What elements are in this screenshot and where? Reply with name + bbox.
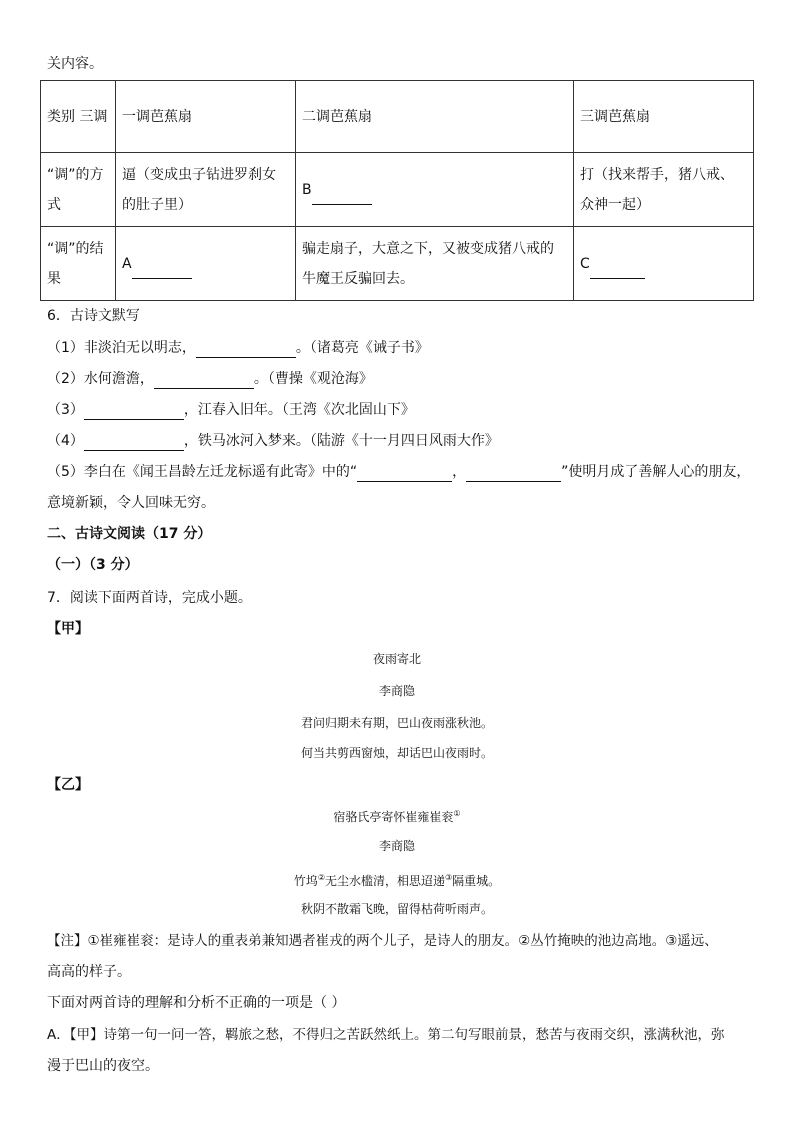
- q6-item-3: [47, 400, 415, 420]
- header-category: 类别 三调: [41, 81, 116, 153]
- blank-b[interactable]: [312, 188, 372, 205]
- tiao-bajiaoshan-table: [40, 80, 754, 301]
- header-third: 三调芭蕉扇: [574, 81, 754, 153]
- poem-yi-line-1-c: 隔重城。: [452, 874, 501, 888]
- option-a-line-2[interactable]: 漫于巴山的夜空。: [47, 1058, 159, 1074]
- q6-item-4: [47, 431, 499, 451]
- table-header-row: [41, 81, 754, 153]
- q6-5-post: ”使明月成了善解人心的朋友，: [561, 464, 751, 480]
- table-row-method: [41, 153, 754, 227]
- q6-5-pre: （5）李白在《闻王昌龄左迁龙标遥有此寄》中的“: [47, 464, 358, 480]
- q6-5-blank-1[interactable]: [357, 465, 452, 482]
- q7-question: 下面对两首诗的理解和分析不正确的一项是（ ）: [47, 995, 346, 1011]
- q6-title: 6．古诗文默写: [47, 308, 140, 324]
- q6-4-blank[interactable]: [84, 434, 184, 451]
- q6-2-pre: （2）水何澹澹，: [47, 371, 154, 387]
- blank-a[interactable]: [132, 262, 192, 279]
- q6-item-5: [47, 462, 750, 482]
- poem-yi-label: 【乙】: [47, 777, 89, 793]
- q6-1-post: 。（诸葛亮《诫子书》: [295, 340, 429, 356]
- poem-yi-author: 李商隐: [378, 839, 415, 853]
- header-second: 二调芭蕉扇: [296, 81, 574, 153]
- q6-4-pre: （4）: [47, 433, 84, 449]
- notes-line-2: 高高的样子。: [47, 964, 131, 980]
- blank-a-label: A: [122, 255, 132, 272]
- result-second: 骗走扇子，大意之下，又被变成猪八戒的牛魔王反骗回去。: [296, 227, 574, 301]
- q6-item-1: [47, 338, 429, 358]
- poem-yi-line-1-b: 无尘水槛清，相思迢递: [324, 874, 445, 888]
- notes-line-1: 【注】①崔雍崔衮：是诗人的重表弟兼知遇者崔戎的两个儿子，是诗人的朋友。②丛竹掩映的池边高地。③遥远、: [47, 933, 718, 949]
- q6-1-blank[interactable]: [196, 341, 296, 358]
- method-second: [296, 153, 574, 227]
- q6-3-post: ，江春入旧年。（王湾《次北固山下》: [183, 402, 415, 418]
- poem-jia-author: 李商隐: [378, 684, 415, 698]
- note-marker-1: ①: [453, 809, 461, 818]
- q6-4-post: ，铁马冰河入梦来。（陆游《十一月四日风雨大作》: [183, 433, 499, 449]
- method-label: “调”的方式: [41, 153, 116, 227]
- intro-tail-text: 关内容。: [47, 56, 103, 72]
- method-first: 逼（变成虫子钻进罗刹女的肚子里）: [116, 153, 296, 227]
- blank-c-label: C: [580, 255, 590, 272]
- result-third: [574, 227, 754, 301]
- table-row-result: [41, 227, 754, 301]
- poem-jia-line-1: 君问归期未有期，巴山夜雨涨秋池。: [300, 716, 493, 730]
- poem-yi-title: [0, 806, 794, 825]
- poem-jia-line-2: 何当共剪西窗烛，却话巴山夜雨时。: [300, 746, 493, 760]
- q6-item-5-line2: 意境新颖，令人回味无穷。: [47, 495, 215, 511]
- note-marker-2: ②: [317, 873, 325, 882]
- q6-5-blank-2[interactable]: [466, 465, 561, 482]
- poem-jia-title: 夜雨寄北: [372, 652, 421, 666]
- note-marker-3: ③: [445, 873, 453, 882]
- section2-title: 二、古诗文阅读（17 分）: [47, 526, 212, 542]
- result-label: “调”的结果: [41, 227, 116, 301]
- section2-subtitle: （一）（3 分）: [47, 557, 139, 573]
- q6-3-blank[interactable]: [84, 403, 184, 420]
- q6-2-post: 。（曹操《观沧海》: [253, 371, 373, 387]
- q7-title: 7．阅读下面两首诗，完成小题。: [47, 590, 252, 606]
- poem-yi-line-1-a: 竹坞: [293, 874, 318, 888]
- q6-3-pre: （3）: [47, 402, 84, 418]
- q6-2-blank[interactable]: [154, 372, 254, 389]
- blank-b-label: B: [302, 181, 312, 198]
- q6-item-2: [47, 369, 373, 389]
- q6-1-pre: （1）非淡泊无以明志，: [47, 340, 196, 356]
- poem-yi-title-text: 宿骆氏亭寄怀崔雍崔衮: [333, 810, 454, 824]
- method-third: 打（找来帮手，猪八戒、众神一起）: [574, 153, 754, 227]
- q6-5-mid: ，: [452, 464, 467, 480]
- header-first: 一调芭蕉扇: [116, 81, 296, 153]
- blank-c[interactable]: [590, 262, 645, 279]
- poem-yi-line-2: 秋阴不散霜飞晚，留得枯荷听雨声。: [300, 902, 493, 916]
- option-a-line-1[interactable]: A．【甲】诗第一句一问一答，羁旅之愁，不得归之苦跃然纸上。第二句写眼前景，愁苦与夜雨交织，涨满秋池，弥: [47, 1027, 725, 1043]
- result-first: [116, 227, 296, 301]
- poem-yi-line-1: [0, 870, 794, 889]
- poem-jia-label: 【甲】: [47, 621, 89, 637]
